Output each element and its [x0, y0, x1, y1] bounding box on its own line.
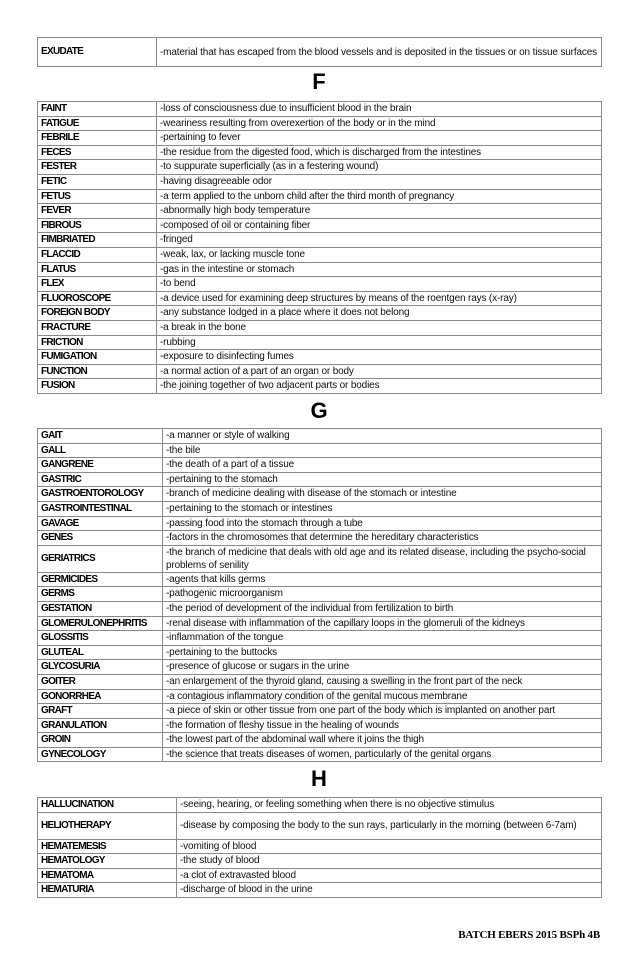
- term: GERMICIDES: [38, 572, 163, 587]
- definition: -weak, lax, or lacking muscle tone: [157, 247, 602, 262]
- term: HEMATOMA: [38, 868, 177, 883]
- definition: -agents that kills germs: [163, 572, 602, 587]
- definition: -the period of development of the individual from fertilization to birth: [163, 601, 602, 616]
- glossary-row: [38, 174, 602, 189]
- term: FECES: [38, 145, 157, 160]
- definition: -vomiting of blood: [177, 839, 602, 854]
- glossary-row: [38, 660, 602, 675]
- glossary-row: [38, 247, 602, 262]
- definition: -the residue from the digested food, which is discharged from the intestines: [157, 145, 602, 160]
- glossary-row: [38, 587, 602, 602]
- glossary-row: [38, 38, 602, 67]
- glossary-row: [38, 545, 602, 572]
- definition: -branch of medicine dealing with disease of the stomach or intestine: [163, 487, 602, 502]
- term: FLACCID: [38, 247, 157, 262]
- glossary-row: [38, 812, 602, 839]
- term: GANGRENE: [38, 458, 163, 473]
- definition: -rubbing: [157, 335, 602, 350]
- definition: -the science that treats diseases of women, particularly of the genital organs: [163, 747, 602, 762]
- glossary-row: [38, 854, 602, 869]
- term: FEVER: [38, 204, 157, 219]
- glossary-row: [38, 189, 602, 204]
- glossary-row: [38, 443, 602, 458]
- term: HEMATOLOGY: [38, 854, 177, 869]
- term: HEMATURIA: [38, 883, 177, 898]
- glossary-row: [38, 689, 602, 704]
- definition: -loss of consciousness due to insufficient blood in the brain: [157, 102, 602, 117]
- section-letter-f: F: [312, 69, 326, 94]
- definition: -inflammation of the tongue: [163, 631, 602, 646]
- definition: -a normal action of a part of an organ or body: [157, 364, 602, 379]
- definition: -factors in the chromosomes that determine the hereditary characteristics: [163, 531, 602, 546]
- term: FLATUS: [38, 262, 157, 277]
- glossary-row: [38, 291, 602, 306]
- term: FOREIGN BODY: [38, 306, 157, 321]
- section-letter-h: H: [311, 766, 327, 791]
- glossary-row: [38, 364, 602, 379]
- term: GASTROINTESTINAL: [38, 501, 163, 516]
- glossary-row: [38, 674, 602, 689]
- definition: -a device used for examining deep structures by means of the roentgen rays (x-ray): [157, 291, 602, 306]
- glossary-row: [38, 458, 602, 473]
- term: EXUDATE: [38, 38, 157, 67]
- term: FIMBRIATED: [38, 233, 157, 248]
- glossary-row: [38, 277, 602, 292]
- term: GYNECOLOGY: [38, 747, 163, 762]
- definition: -an enlargement of the thyroid gland, causing a swelling in the front part of the neck: [163, 674, 602, 689]
- glossary-row: [38, 798, 602, 813]
- term: FUSION: [38, 379, 157, 394]
- definition: -the joining together of two adjacent parts or bodies: [157, 379, 602, 394]
- glossary-row: [38, 572, 602, 587]
- term: FLUOROSCOPE: [38, 291, 157, 306]
- term: GLYCOSURIA: [38, 660, 163, 675]
- definition: -pertaining to fever: [157, 131, 602, 146]
- term: FATIGUE: [38, 116, 157, 131]
- term: GLOSSITIS: [38, 631, 163, 646]
- definition: -fringed: [157, 233, 602, 248]
- definition: -renal disease with inflammation of the capillary loops in the glomeruli of the kidneys: [163, 616, 602, 631]
- glossary-row: [38, 601, 602, 616]
- glossary-row: [38, 145, 602, 160]
- definition: -the formation of fleshy tissue in the healing of wounds: [163, 718, 602, 733]
- definition: -a contagious inflammatory condition of the genital mucous membrane: [163, 689, 602, 704]
- definition: -exposure to disinfecting fumes: [157, 350, 602, 365]
- glossary-table-g: [37, 428, 602, 762]
- term: FRACTURE: [38, 320, 157, 335]
- definition: -abnormally high body temperature: [157, 204, 602, 219]
- term: GERIATRICS: [38, 545, 163, 572]
- glossary-row: [38, 429, 602, 444]
- term: GASTROENTOROLOGY: [38, 487, 163, 502]
- glossary-row: [38, 131, 602, 146]
- glossary-row: [38, 262, 602, 277]
- term: GOITER: [38, 674, 163, 689]
- term: FESTER: [38, 160, 157, 175]
- definition: -composed of oil or containing fiber: [157, 218, 602, 233]
- definition: -the bile: [163, 443, 602, 458]
- glossary-table-e: [37, 37, 602, 67]
- definition: -the study of blood: [177, 854, 602, 869]
- term: GESTATION: [38, 601, 163, 616]
- definition: -the death of a part of a tissue: [163, 458, 602, 473]
- glossary-row: [38, 233, 602, 248]
- term: GAVAGE: [38, 516, 163, 531]
- term: GLOMERULONEPHRITIS: [38, 616, 163, 631]
- glossary-row: [38, 704, 602, 719]
- glossary-row: [38, 839, 602, 854]
- definition: -the lowest part of the abdominal wall where it joins the thigh: [163, 733, 602, 748]
- definition: -to suppurate superficially (as in a festering wound): [157, 160, 602, 175]
- term: HELIOTHERAPY: [38, 812, 177, 839]
- glossary-row: [38, 718, 602, 733]
- term: GALL: [38, 443, 163, 458]
- definition: -seeing, hearing, or feeling something when there is no objective stimulus: [177, 798, 602, 813]
- term: HEMATEMESIS: [38, 839, 177, 854]
- glossary-row: [38, 335, 602, 350]
- term: FIBROUS: [38, 218, 157, 233]
- term: GERMS: [38, 587, 163, 602]
- definition: -pathogenic microorganism: [163, 587, 602, 602]
- glossary-row: [38, 306, 602, 321]
- glossary-row: [38, 733, 602, 748]
- glossary-row: [38, 883, 602, 898]
- term: FUNCTION: [38, 364, 157, 379]
- definition: -a break in the bone: [157, 320, 602, 335]
- definition: -disease by composing the body to the sun rays, particularly in the morning (between 6-7am): [177, 812, 602, 839]
- glossary-row: [38, 501, 602, 516]
- definition: -material that has escaped from the blood vessels and is deposited in the tissues or on tissue surfaces: [157, 38, 602, 67]
- glossary-row: [38, 102, 602, 117]
- definition: -a clot of extravasted blood: [177, 868, 602, 883]
- definition: -weariness resulting from overexertion of the body or in the mind: [157, 116, 602, 131]
- term: GRANULATION: [38, 718, 163, 733]
- glossary-row: [38, 320, 602, 335]
- section-letter-g: G: [310, 398, 328, 423]
- term: FETIC: [38, 174, 157, 189]
- glossary-row: [38, 160, 602, 175]
- term: GAIT: [38, 429, 163, 444]
- glossary-table-h: [37, 797, 602, 898]
- term: GRAFT: [38, 704, 163, 719]
- definition: -to bend: [157, 277, 602, 292]
- term: FETUS: [38, 189, 157, 204]
- glossary-row: [38, 218, 602, 233]
- term: GENES: [38, 531, 163, 546]
- definition: -passing food into the stomach through a tube: [163, 516, 602, 531]
- term: GLUTEAL: [38, 645, 163, 660]
- glossary-row: [38, 747, 602, 762]
- glossary-row: [38, 487, 602, 502]
- definition: -a piece of skin or other tissue from one part of the body which is implanted on another part: [163, 704, 602, 719]
- glossary-row: [38, 379, 602, 394]
- definition: -any substance lodged in a place where it does not belong: [157, 306, 602, 321]
- definition: -discharge of blood in the urine: [177, 883, 602, 898]
- glossary-row: [38, 616, 602, 631]
- glossary-row: [38, 631, 602, 646]
- term: GROIN: [38, 733, 163, 748]
- glossary-row: [38, 472, 602, 487]
- glossary-row: [38, 116, 602, 131]
- glossary-row: [38, 645, 602, 660]
- definition: -pertaining to the stomach: [163, 472, 602, 487]
- term: FRICTION: [38, 335, 157, 350]
- glossary-row: [38, 350, 602, 365]
- term: FUMIGATION: [38, 350, 157, 365]
- term: FAINT: [38, 102, 157, 117]
- glossary-row: [38, 531, 602, 546]
- term: GONORRHEA: [38, 689, 163, 704]
- definition: -presence of glucose or sugars in the urine: [163, 660, 602, 675]
- term: FLEX: [38, 277, 157, 292]
- definition: -pertaining to the stomach or intestines: [163, 501, 602, 516]
- glossary-row: [38, 516, 602, 531]
- definition: -pertaining to the buttocks: [163, 645, 602, 660]
- term: GASTRIC: [38, 472, 163, 487]
- definition: -a manner or style of walking: [163, 429, 602, 444]
- glossary-row: [38, 868, 602, 883]
- footer-batch-label: BATCH EBERS 2015 BSPh 4B: [458, 929, 600, 941]
- glossary-table-f: [37, 101, 602, 394]
- definition: -gas in the intestine or stomach: [157, 262, 602, 277]
- glossary-row: [38, 204, 602, 219]
- definition: -the branch of medicine that deals with old age and its related disease, including the psycho-social problems of senility: [163, 545, 602, 572]
- term: HALLUCINATION: [38, 798, 177, 813]
- definition: -a term applied to the unborn child after the third month of pregnancy: [157, 189, 602, 204]
- term: FEBRILE: [38, 131, 157, 146]
- definition: -having disagreeable odor: [157, 174, 602, 189]
